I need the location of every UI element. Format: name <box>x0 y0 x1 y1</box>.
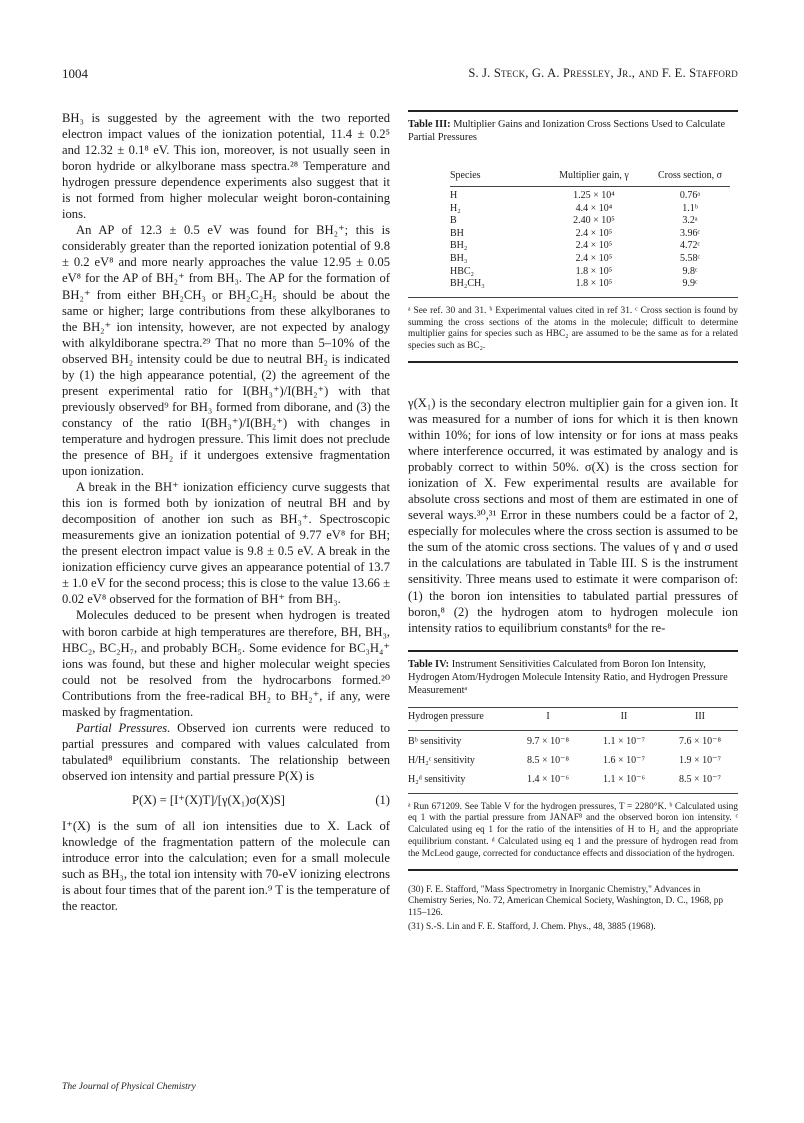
table-cell: 8.5 × 10⁻⁷ <box>679 774 721 786</box>
table-iv-label: Table IV: <box>408 658 450 670</box>
table-cell: H₂ <box>450 202 461 214</box>
table-cell: 8.5 × 10⁻⁸ <box>527 755 569 767</box>
table-row <box>450 228 730 241</box>
table-cell: 1.1 × 10⁻⁷ <box>603 736 645 748</box>
table-cell: 9.8ᶜ <box>682 265 698 277</box>
table-iv-top-rule <box>408 650 738 652</box>
page-header <box>62 66 738 86</box>
table-cell: HBC₂ <box>450 265 475 277</box>
table-cell: BH₂CH₃ <box>450 278 485 290</box>
paragraph-partial-pressures <box>62 720 390 784</box>
table-iii <box>408 110 738 363</box>
table-iii-top-rule <box>408 110 738 112</box>
table-iv-bottom-rule <box>408 793 738 794</box>
table-iii-header-cross-section: Cross section, σ <box>658 169 722 181</box>
table-cell: 9.7 × 10⁻⁸ <box>527 736 569 748</box>
references <box>408 885 738 934</box>
table-row <box>450 190 730 203</box>
paragraph-bh2-ap: An AP of 12.3 ± 0.5 eV was found for BH₂⁺; this is considerably greater than the reported ionization potential of 9.8 ± 0.2 eV⁸ and more nearly approaches the value 12.95 ± 0.05 eV⁸ for the AP of BH₂⁺ from BH₃. The AP for the formation of BH₂⁺ from either BH₂CH₃ or BH₂C₂H₅ should be about the same or higher; large contributions from these alkylboranes to the BH₂⁺ ion intensity, however, are not expected by analogy with alkyldiborane spectra.²⁹ That no more than 5–10% of the observed BH₂ intensity could be due to neutral BH₂ is indicated by (1) the high appearance potential, (2) the agreement of the present experimental ratio for I(BH₃⁺)/I(BH₂⁺) with that previously observed⁹ for BH₃ formed from diborane, and (3) the constancy of the ratio I(BH₃⁺)/I(BH₂⁺) with changes in temperature and hydrogen pressure. This limit does not preclude the presence of BH₂ if it undergoes extensive fragmentation upon ionization. <box>62 223 390 479</box>
table-cell: 1.25 × 10⁴ <box>573 190 615 202</box>
page-number: 1004 <box>62 66 88 81</box>
table-iii-end-rule <box>408 361 738 363</box>
paragraph-ion-intensity: I⁺(X) is the sum of all ion intensities due to X. Lack of knowledge of the fragmentation pattern of the molecule can introduce error into the calculation; even for a small molecule such as BH₃, the total ion intensity with 70-eV ionizing electrons is about four times that of the parent ion.⁹ T is the temperature of the reactor. <box>62 818 390 914</box>
table-cell: H₂ᵈ sensitivity <box>408 774 466 786</box>
table-iii-footnote: ᵃ See ref. 30 and 31. ᵇ Experimental values cited in ref 31. ᶜ Cross section is found by summing the cross sections of the atoms in the molecule; difficult to determine multiplier gains for species such as HBC₂ are assumed to be the same as for a related species such as BC₂. <box>408 305 738 352</box>
paragraph-molecules: Molecules deduced to be present when hydrogen is treated with boron carbide at high temperatures are therefore, BH, BH₃, HBC₂, BC₂H₇, and probably BCH₅. Some evidence for BC₃H₄⁺ ions was found, but these and higher molecular weight species could not be resolved from the hydrocarbons formed.²⁰ Contributions from the free-radical BH₂ to BH₂⁺, if any, were masked by fragmentation. <box>62 608 390 719</box>
table-iii-label: Table III: <box>408 119 451 130</box>
table-cell: H/H₂ᶜ sensitivity <box>408 755 475 767</box>
journal-footer: The Journal of Physical Chemistry <box>62 1081 196 1092</box>
paragraph-multiplier-gain: γ(X₁) is the secondary electron multiplier gain for a given ion. It was measured for a number of ions for which it is then known within 10%; for ions of low intensity or for ions at mass peaks where interference occurred, it was estimated by analogy and is probably correct to within 50%. σ(X) is the cross section for ionization of X. Few experimental results are available for absolute cross sections and most of them are estimated in one of several ways.³⁰,³¹ Error in these numbers could be a factor of 2, especially for molecules where the cross section is assumed to be the sum of the atomic cross sections. The values of γ and σ used in the calculations are tabulated in Table III. S is the instrument sensitivity. Three means used to estimate it were comparison of: (1) the boron ion intensities to tabulated partial pressures of boron,⁸ (2) the hydrogen atom to hydrogen molecule ion intensity ratios to equilibrium constants⁸ for the re- <box>408 395 738 635</box>
table-cell: 1.9 × 10⁻⁷ <box>679 755 721 767</box>
paragraph-bh3: BH₃ is suggested by the agreement with the two reported electron impact values of the ionization potential, 11.4 ± 0.2⁵ and 12.32 ± 0.1⁸ eV. This ion, moreover, is not usually seen in boron hydride or alkylborane mass spectra.²⁸ Temperature and hydrogen pressure dependence experiments also suggest that it is not formed from higher molecular weight boron-containing ions. <box>62 111 390 222</box>
table-cell: 3.96ᶜ <box>679 227 701 239</box>
table-iv-caption <box>408 658 738 697</box>
table-row <box>450 278 730 291</box>
table-iii-title: Multiplier Gains and Ionization Cross Sections Used to Calculate Partial Pressures <box>408 119 726 143</box>
table-iii-caption <box>408 118 738 144</box>
table-cell: 2.4 × 10⁵ <box>575 227 613 239</box>
table-iv-header-ii: II <box>620 711 628 723</box>
table-iv-header-iii: III <box>695 711 705 723</box>
table-cell: 4.4 × 10⁴ <box>575 202 613 214</box>
table-cell: B <box>450 215 457 227</box>
paragraph-bh-break: A break in the BH⁺ ionization efficiency curve suggests that this ion is formed both by ionization of neutral BH and by decomposition of another ion such as BH₃⁺. Spectroscopic measurements give an ionization potential of 9.77 eV⁸ for BH; the present electron impact value is 9.8 ± 0.5 eV. A break in the ionization efficiency curve gives an appearance potential of 13.7 ± 1.0 eV for the second process; this is close to the value 13.66 ± 0.02 eV⁸ observed for the formation of BH⁺ from BH₃. <box>62 480 390 607</box>
table-iv-title: Instrument Sensitivities Calculated from Boron Ion Intensity, Hydrogen Atom/Hydrogen Molecule Intensity Ratio, and Hydrogen Pressure Measurementᵃ <box>408 658 728 696</box>
table-iv-end-rule <box>408 869 738 871</box>
table-cell: 3.2ᵃ <box>682 215 698 227</box>
table-cell: 1.1 × 10⁻⁶ <box>603 774 645 786</box>
table-cell: 2.40 × 10⁵ <box>573 215 615 227</box>
table-row <box>450 253 730 266</box>
table-cell: 4.72ᶜ <box>679 240 701 252</box>
table-row <box>450 215 730 228</box>
table-cell: 1.1ᵇ <box>682 202 698 214</box>
table-cell: 7.6 × 10⁻⁸ <box>679 736 721 748</box>
table-iii-bottom-rule <box>408 297 738 298</box>
table-cell: Bᵇ sensitivity <box>408 736 462 748</box>
table-iv-grid <box>408 708 738 789</box>
table-row <box>408 773 738 789</box>
table-iv-header-pressure: Hydrogen pressure <box>408 711 484 723</box>
table-iii-header-gain: Multiplier gain, γ <box>559 169 629 181</box>
table-cell: BH₃ <box>450 253 468 265</box>
equation-1 <box>62 792 390 810</box>
table-iii-grid <box>450 154 730 291</box>
table-cell: BH₂ <box>450 240 468 252</box>
table-row <box>450 240 730 253</box>
table-cell: 1.8 × 10⁵ <box>575 265 613 277</box>
table-cell: H <box>450 190 458 202</box>
partial-pressures-text: Observed ion currents were reduced to partial pressures and compared with values calculated from tabulated⁸ equilibrium constants. The relationship between observed ion intensity and partial pressure P(X) is <box>62 720 390 783</box>
table-row <box>408 735 738 751</box>
right-column <box>408 110 738 936</box>
table-iv-footnote: ᵃ Run 671209. See Table V for the hydrogen pressures, T = 2280°K. ᵇ Calculated using eq 1 with the partial pressure from JANAF⁸ and the observed boron ion intensity. ᶜ Calculated using eq 1 for the ratio of the intensities of H to H₂ and the appropriate equilibrium constant. ᵈ Calculated using eq 1 and the pressure of hydrogen read from the McLeod gauge, corrected for conductance effects and dissociation of the hydrogen. <box>408 801 738 859</box>
table-iii-header-species: Species <box>450 169 481 181</box>
reference-31: (31) S.-S. Lin and F. E. Stafford, J. Chem. Phys., 48, 3885 (1968). <box>408 922 656 933</box>
table-cell: 5.58ᶜ <box>679 253 701 265</box>
table-cell: 2.4 × 10⁵ <box>575 253 613 265</box>
equation-body: P(X) = [I⁺(X)T]/[γ(X₁)σ(X)S] <box>132 792 285 807</box>
table-row <box>408 751 738 773</box>
table-cell: 2.4 × 10⁵ <box>575 240 613 252</box>
table-cell: 1.8 × 10⁵ <box>575 278 613 290</box>
section-heading-partial-pressures: Partial Pressures. <box>76 720 171 735</box>
table-cell: 9.9ᶜ <box>682 278 698 290</box>
table-cell: 1.6 × 10⁻⁷ <box>603 755 645 767</box>
table-iv-header-row <box>408 708 738 728</box>
table-cell: 0.76ᵃ <box>679 190 701 202</box>
table-row <box>450 203 730 216</box>
left-column <box>62 110 390 914</box>
table-row <box>450 266 730 279</box>
table-iv-header-i: I <box>546 711 550 723</box>
running-head-authors: S. J. Steck, G. A. Pressley, Jr., and F. E. Stafford <box>468 66 738 80</box>
table-cell: BH <box>450 227 464 239</box>
table-cell: 1.4 × 10⁻⁶ <box>527 774 569 786</box>
equation-number: (1) <box>375 792 390 807</box>
table-iv <box>408 650 738 871</box>
reference-30: (30) F. E. Stafford, "Mass Spectrometry in Inorganic Chemistry," Advances in Chemistry Series, No. 72, American Chemical Society, Washington, D. C., 1968, pp 115–126. <box>408 884 724 919</box>
table-iii-header-row <box>450 154 730 182</box>
